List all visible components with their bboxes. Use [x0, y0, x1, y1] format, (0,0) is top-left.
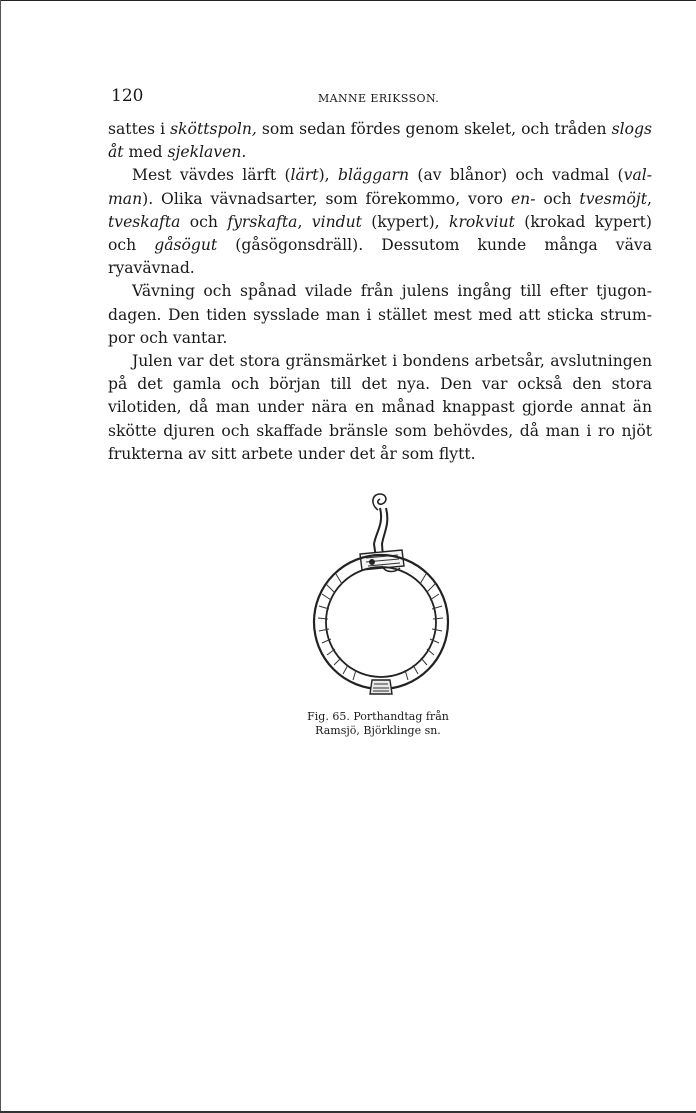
text-run: (krokad kypert) och — [108, 212, 652, 255]
italic-term: krokviut — [449, 212, 515, 231]
text-run: Julen var det stora gränsmärket i bondens arbetsår, avslutningen på det gamla och början till det nya. Den var också den stora vilotiden, då man under nära en månad knappast gjorde annat än skötte djuren och skaffade bränsle som behövdes, då man i ro njöt frukterna av sitt arbete under det år som flytt. — [108, 352, 652, 463]
paragraph — [108, 350, 652, 466]
paragraph — [108, 280, 652, 350]
text-run: och — [180, 212, 228, 231]
scan-edge-left — [0, 0, 1, 1113]
italic-term: gåsögut — [154, 236, 218, 255]
running-head: MANNE ERIKSSON. — [318, 92, 440, 105]
italic-term: slogs åt — [108, 120, 652, 162]
figure-caption — [268, 710, 488, 738]
italic-term: sköttspoln, — [170, 120, 257, 138]
door-handle-ring-icon — [296, 488, 466, 698]
italic-term: bläggarn — [337, 166, 409, 185]
page-number: 120 — [111, 86, 144, 106]
paragraph — [108, 118, 652, 164]
scan-edge-top — [0, 0, 696, 1]
text-run: ). Olika vävnadsarter, som förekommo, voro — [142, 189, 511, 208]
italic-term: vindut — [311, 212, 362, 231]
paragraph — [108, 164, 652, 280]
text-run: Vävning och spånad vilade från julens ingång till efter tjugondagen. Den tiden sysslade man i stället mest med att sticka strumpor och vantar. — [108, 282, 652, 347]
text-run: och — [535, 189, 580, 208]
italic-term: lärt — [290, 166, 319, 185]
page-header — [108, 86, 652, 108]
text-run: sattes i — [108, 120, 171, 138]
caption-line-1: Fig. 65. Porthandtag från — [307, 710, 449, 723]
text-run: (gåsögonsdräll). Dessutom kunde många väva ryavävnad. — [108, 236, 652, 278]
italic-term: sjeklaven. — [167, 143, 247, 162]
text-run: , — [297, 212, 312, 231]
italic-term: fyrskafta — [227, 212, 298, 231]
body-text — [108, 118, 652, 466]
text-run: ), — [318, 166, 338, 185]
text-run: (kypert), — [361, 212, 449, 231]
italic-term: valman — [108, 166, 653, 208]
figure-65 — [296, 488, 466, 698]
text-run: som sedan fördes genom skelet, och tråden — [256, 120, 612, 138]
text-run: , — [647, 189, 652, 208]
text-run: Mest vävdes lärft ( — [132, 166, 291, 185]
italic-term: tvesmöjt — [579, 189, 648, 208]
text-run: med — [123, 143, 168, 162]
italic-term: tveskafta — [108, 212, 181, 231]
italic-term: en- — [510, 189, 536, 208]
text-run: (av blånor) och vadmal ( — [409, 166, 624, 185]
caption-line-2: Ramsjö, Björklinge sn. — [315, 724, 441, 737]
